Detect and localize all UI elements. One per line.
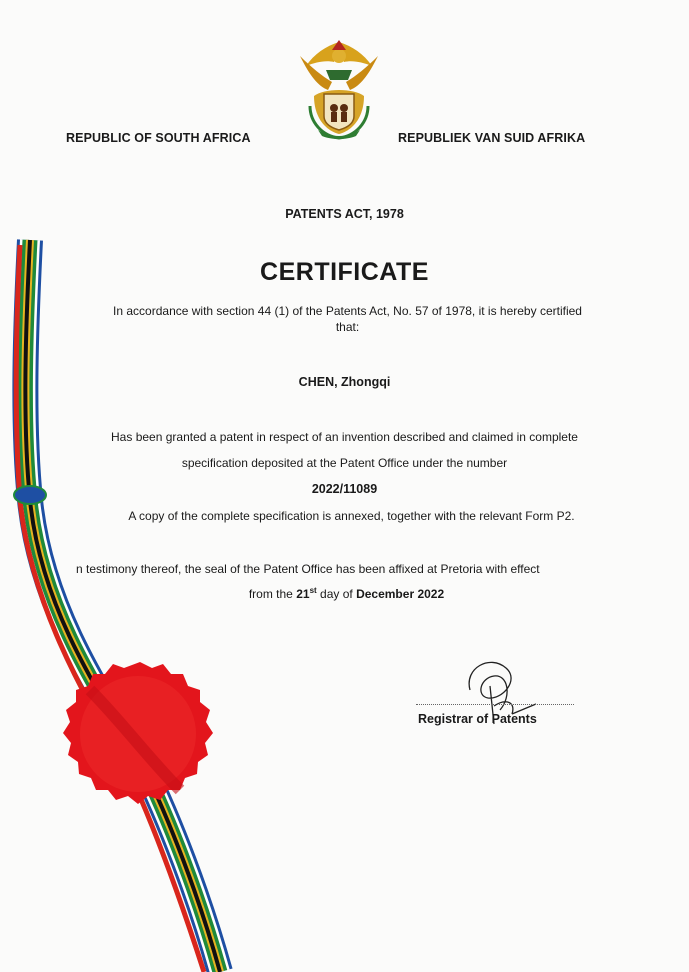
- signature-line: [416, 704, 574, 705]
- coat-of-arms-emblem: [296, 36, 382, 142]
- effect-date-line: [0, 586, 689, 601]
- copy-note: A copy of the complete specification is annexed, together with the relevant Form P2.: [128, 509, 575, 523]
- registrar-title: Registrar of Patents: [418, 712, 537, 726]
- effect-date: December 2022: [356, 587, 445, 601]
- header-country-afrikaans: REPUBLIEK VAN SUID AFRIKA: [398, 131, 586, 145]
- testimony-text: n testimony thereof, the seal of the Patent Office has been affixed at Pretoria with effect: [76, 562, 540, 576]
- act-heading: PATENTS ACT, 1978: [285, 207, 404, 221]
- effect-day: 21st: [296, 586, 317, 601]
- header-country-english: REPUBLIC OF SOUTH AFRICA: [66, 131, 251, 145]
- red-seal: [63, 662, 213, 804]
- grant-text-line-2: specification deposited at the Patent Office under the number: [181, 456, 508, 470]
- intro-text-line-2: that:: [335, 320, 360, 334]
- grant-text-line-1: Has been granted a patent in respect of an invention described and claimed in complete: [111, 430, 578, 444]
- effect-prefix: from the: [248, 587, 293, 601]
- effect-middle: day of: [320, 587, 353, 601]
- flag-ribbon: [14, 240, 220, 972]
- intro-text-line-1: In accordance with section 44 (1) of the Patents Act, No. 57 of 1978, it is hereby certified: [113, 304, 582, 318]
- patent-number: 2022/11089: [311, 482, 378, 496]
- certificate-title: CERTIFICATE: [260, 258, 429, 286]
- patent-holder-name: CHEN, Zhongqi: [298, 375, 391, 389]
